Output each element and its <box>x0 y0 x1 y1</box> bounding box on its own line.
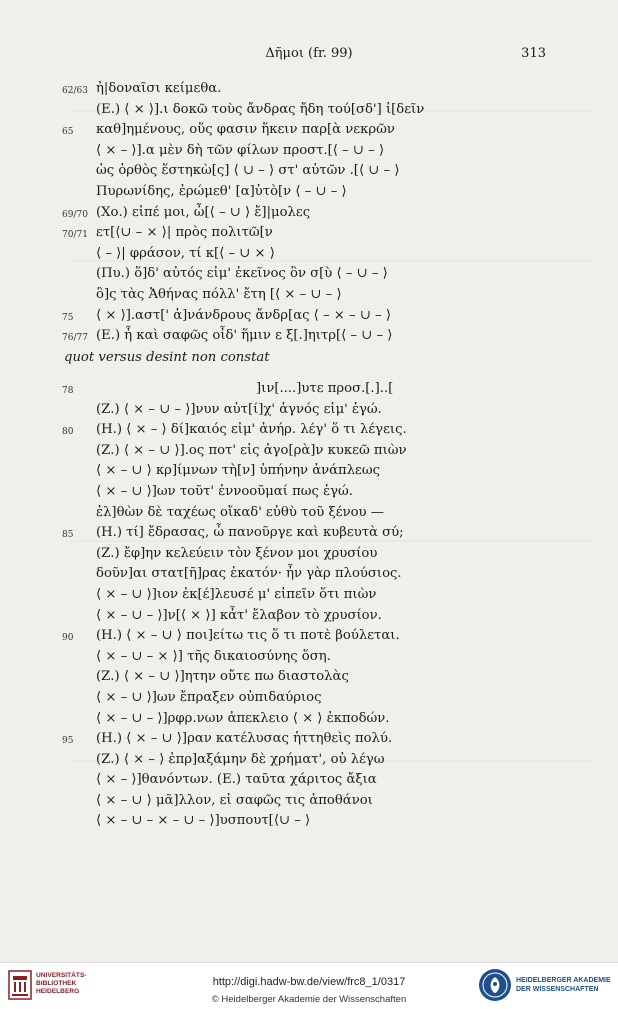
verse-line <box>0 690 618 711</box>
verse-text: ⟨ × – ∪ – ⟩]ν[⟨ × ⟩] κἆτ' ἔλαβον τὸ χρυσίον. <box>96 607 382 623</box>
line-number: 76/77 <box>62 333 88 344</box>
verse-text: ⟨ × – ∪ ⟩]ων ἔπραξεν οὐπιδαύριος <box>96 689 322 705</box>
verse-line <box>0 205 618 226</box>
document-url-link[interactable]: http://digi.hadw-bw.de/view/frc8_1/0317 <box>212 976 406 988</box>
verse-line <box>0 402 618 423</box>
verse-text: ]ιν[....]υτε προσ.[.]..[ <box>256 381 394 396</box>
university-library-name: UNIVERSITÄTS- BIBLIOTHEK HEIDELBERG <box>36 972 87 995</box>
running-title: Δῆμοι (fr. 99) <box>265 46 353 61</box>
verse-text: (Πυ.) ὅ]δ' αὐτός εἰμ' ἐκεῖνος ὃν σ[ὺ ⟨ – ∪ – ⟩ <box>96 266 388 282</box>
verse-line <box>0 184 618 205</box>
verse-line <box>0 546 618 567</box>
verse-text: ὡς ὀρθὸς ἕστηκὼ[ς] ⟨ ∪ – ⟩ στ' αὐτῶν .[⟨ ∪ – ⟩ <box>96 163 400 179</box>
page-number: 313 <box>521 46 546 61</box>
academy-seal-icon[interactable] <box>478 968 512 1002</box>
verse-text: ⟨ – ⟩| φράσον, τί κ[⟨ – ∪ × ⟩ <box>96 245 275 261</box>
verse-line <box>0 381 618 402</box>
verse-text: (Χο.) εἰπέ μοι, ὦ[⟨ – ∪ ⟩ ἔ]|μολες <box>96 204 311 220</box>
verse-line <box>0 525 618 546</box>
verse-text: ὃ]ς τὰς Ἀθήνας πόλλ' ἔτη [⟨ × – ∪ – ⟩ <box>96 286 342 302</box>
verse-line <box>0 225 618 246</box>
verse-line <box>0 813 618 834</box>
verse-text: ⟨ × – ∪ ⟩]ιον ἐκ[έ]λευσέ μ' εἰπεῖν ὅτι πιὼν <box>96 586 377 602</box>
verse-text: (Ε.) ἦ καὶ σαφῶς οἶδ' ἥμιν ε ξ[.]ηιτρ[⟨ – ∪ – ⟩ <box>96 328 393 344</box>
verse-line <box>0 163 618 184</box>
verse-text: ⟨ × ⟩].αστ[' ἀ]νάνδρους ἄνδρ[ας ⟨ – × – ∪ – ⟩ <box>96 307 392 323</box>
verse-text: ⟨ × – ∪ – ⟩]ρφρ.νων ἀπεκλειο ⟨ × ⟩ ἐκποδών. <box>96 710 390 726</box>
verse-line <box>0 102 618 123</box>
verse-text: (Η.) ⟨ × – ⟩ δί]καιός εἰμ' ἀνήρ. λέγ' ὅ τι λέγεις. <box>96 422 407 438</box>
verse-text: (Ε.) ⟨ × ⟩].ι δοκῶ τοὺς ἄνδρας ἤδη τού[σδ'] ἰ[δεῖν <box>96 101 425 117</box>
verse-text: (Η.) τί] ἔδρασας, ὦ πανοῦργε καὶ κυβευτὰ σύ; <box>96 525 404 541</box>
verse-line <box>0 143 618 164</box>
verse-line <box>0 566 618 587</box>
line-number: 80 <box>62 427 74 438</box>
verse-line <box>0 81 618 102</box>
verse-text: ⟨ × – ∪ ⟩]ων τοῦτ' ἐννοοῦμαί πως ἐγώ. <box>96 483 353 499</box>
verse-line <box>0 608 618 629</box>
verse-line <box>0 422 618 443</box>
verse-line <box>0 443 618 464</box>
line-number: 65 <box>62 127 74 138</box>
editorial-note: quot versus desint non constat <box>64 350 270 365</box>
verse-line <box>0 287 618 308</box>
verse-line <box>0 752 618 773</box>
verse-line <box>0 587 618 608</box>
verse-text: (Ζ.) ⟨ × – ∪ ⟩].ος ποτ' εἰς ἀγο[ρὰ]ν κυκεῶ πιὼν <box>96 442 407 458</box>
verse-line <box>0 669 618 690</box>
verse-line <box>0 793 618 814</box>
verse-text: δοῦν]αι στατ[ῆ]ρας ἑκατόν· ἦν γὰρ πλούσιος. <box>96 566 402 582</box>
viewer-footer <box>0 962 618 1009</box>
verse-text: (Ζ.) ⟨ × – ⟩ ἐπρ]αξάμην δὲ χρήματ', οὐ λέγω <box>96 751 385 767</box>
verse-line <box>0 246 618 267</box>
line-number: 85 <box>62 530 74 541</box>
copyright-notice: © Heidelberger Akademie der Wissenschaften <box>211 994 407 1005</box>
verse-line <box>0 463 618 484</box>
verse-text: (Ζ.) ⟨ × – ∪ ⟩]ητην οὔτε πω διαστολὰς <box>96 669 349 685</box>
line-number: 78 <box>62 386 74 396</box>
verse-text: (Ζ.) ἔφ]ην κελεύειν τὸν ξένον μοι χρυσίου <box>96 545 378 561</box>
verse-line <box>0 328 618 349</box>
verse-text: (Ζ.) ⟨ × – ∪ – ⟩]νυν αὐτ[ί]χ' ἁγνός εἰμ' ἐγώ. <box>96 401 382 417</box>
verse-text: ⟨ × – ∪ – × – ∪ – ⟩]υσπουτ[⟨∪ – ⟩ <box>96 813 311 829</box>
verse-text: ⟨ × – ∪ – × ⟩] τῆς δικαιοσύνης ὅση. <box>96 648 331 664</box>
verse-line <box>0 731 618 752</box>
verse-line <box>0 772 618 793</box>
verse-text: ἐλ]θὼν δὲ ταχέως οἴκαδ' εὐθὺ τοῦ ξένου — <box>96 504 384 520</box>
line-number: 62/63 <box>62 86 88 96</box>
running-head <box>0 46 618 66</box>
line-number: 70/71 <box>62 230 88 241</box>
verse-block-lower <box>0 381 618 834</box>
verse-text: καθ]ημένους, οὕς φασιν ἥκειν παρ[ὰ νεκρῶν <box>96 122 395 138</box>
line-number: 95 <box>62 736 74 747</box>
line-number: 69/70 <box>62 209 88 220</box>
verse-text: (Η.) ⟨ × – ∪ ⟩ ποι]είτω τις ὅ τι ποτὲ βούλεται. <box>96 628 400 644</box>
verse-line <box>0 484 618 505</box>
line-number: 75 <box>62 312 74 323</box>
verse-line <box>0 266 618 287</box>
verse-line <box>0 308 618 329</box>
verse-text: ⟨ × – ∪ ⟩ μᾶ]λλον, εἰ σαφῶς τις ἀποθάνοι <box>96 792 373 808</box>
academy-name[interactable]: HEIDELBERGER AKADEMIE DER WISSENSCHAFTEN <box>516 977 611 993</box>
verse-line <box>0 122 618 143</box>
verse-line <box>0 505 618 526</box>
verse-block-upper <box>0 81 618 349</box>
verse-line <box>0 649 618 670</box>
verse-text: ⟨ × – ⟩]θανόντων. (Ε.) ταῦτα χάριτος ἄξια <box>96 772 377 788</box>
verse-text: Πυρωνίδης, ἐρώμεθ' [α]ὐτὸ[ν ⟨ – ∪ – ⟩ <box>96 183 347 199</box>
verse-text: (Η.) ⟨ × – ∪ ⟩]ραν κατέλυσας ἡττηθεὶς πολύ. <box>96 731 393 747</box>
verse-text: ἠ|δοναῖσι κείμεθα. <box>96 81 222 96</box>
verse-text: ⟨ × – ⟩].α μὲν δὴ τῶν φίλων προστ.[⟨ – ∪ – ⟩ <box>96 142 385 158</box>
verse-line <box>0 711 618 732</box>
verse-text: ετ[⟨∪ – × ⟩| πρὸς πολιτῶ[ν <box>96 225 273 241</box>
verse-text: ⟨ × – ∪ ⟩ κρ]ίμνων τὴ[ν] ὑπήνην ἀνάπλεως <box>96 463 381 479</box>
verse-line <box>0 628 618 649</box>
line-number: 90 <box>62 633 74 644</box>
